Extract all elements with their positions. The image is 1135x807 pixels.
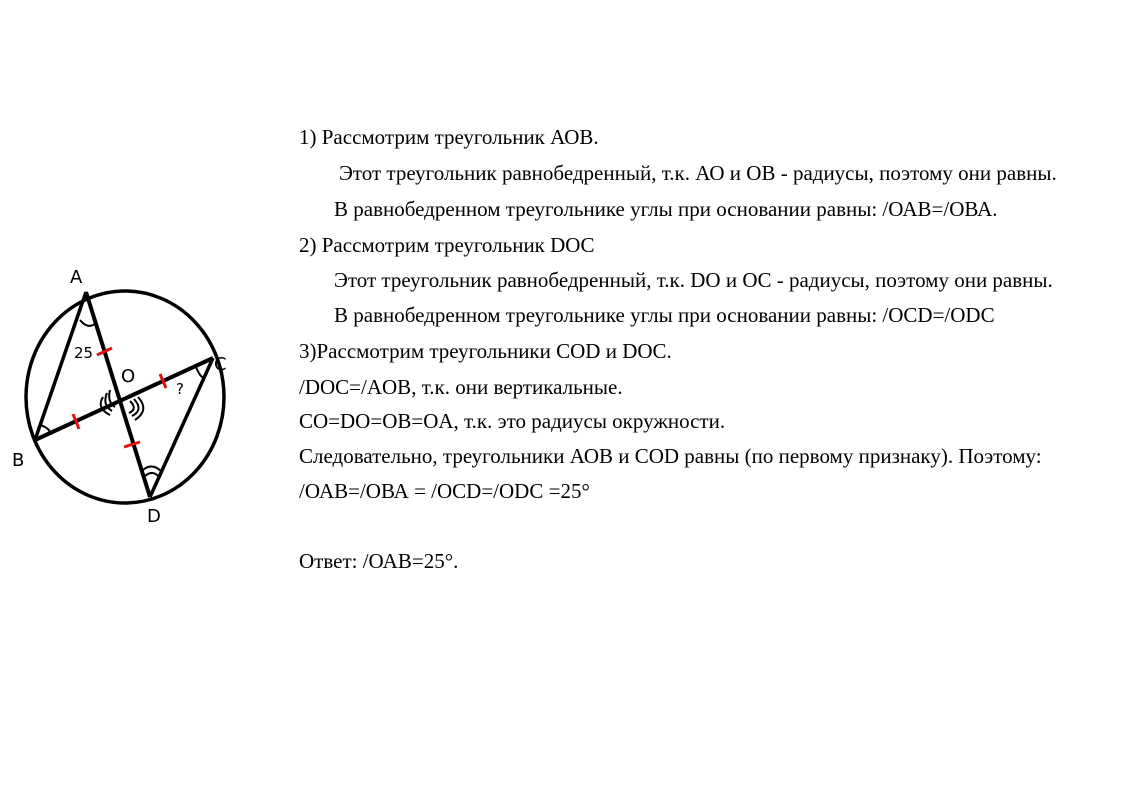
point-label-d: D [147,506,161,527]
point-label-a: A [70,267,83,288]
angle-arc-d [143,466,162,472]
solution-line-3: В равнобедренном треугольнике углы при основании равны: /ОАВ=/ОВА. [334,197,998,221]
unknown-angle-label: ? [176,380,184,398]
solution-line-1: 1) Рассмотрим треугольник АОВ. [299,125,599,149]
solution-line-2: Этот треугольник равнобедренный, т.к. АО и ОВ - радиусы, поэтому они равны. [339,161,1057,185]
solution-line-10: Следовательно, треугольники АОВ и COD равны (по первому признаку). Поэтому: [299,444,1042,468]
solution-line-9: CO=DO=OB=OA, т.к. это радиусы окружности. [299,409,726,433]
solution-line-8: /DOC=/AOB, т.к. они вертикальные. [299,375,623,399]
angle-arc-o-right-3 [129,401,134,413]
angle-value-label: 25 [74,344,94,362]
answer-line: Ответ: /ОАВ=25°. [299,549,459,573]
angle-arc-c [196,367,204,378]
point-label-c: C [214,354,227,375]
chord-ab [35,292,86,440]
point-label-o: O [121,366,136,387]
point-label-b: B [12,450,25,471]
solution-line-5: Этот треугольник равнобедренный, т.к. DO и OC - радиусы, поэтому они равны. [334,268,1053,292]
solution-line-7: 3)Рассмотрим треугольники COD и DOC. [299,339,672,363]
solution-line-6: В равнобедренном треугольнике углы при основании равны: /OCD=/ODC [334,303,995,327]
solution-line-4: 2) Рассмотрим треугольник DOC [299,233,595,257]
solution-line-11: /ОАВ=/ОВА = /OCD=/ODC =25° [299,479,590,503]
